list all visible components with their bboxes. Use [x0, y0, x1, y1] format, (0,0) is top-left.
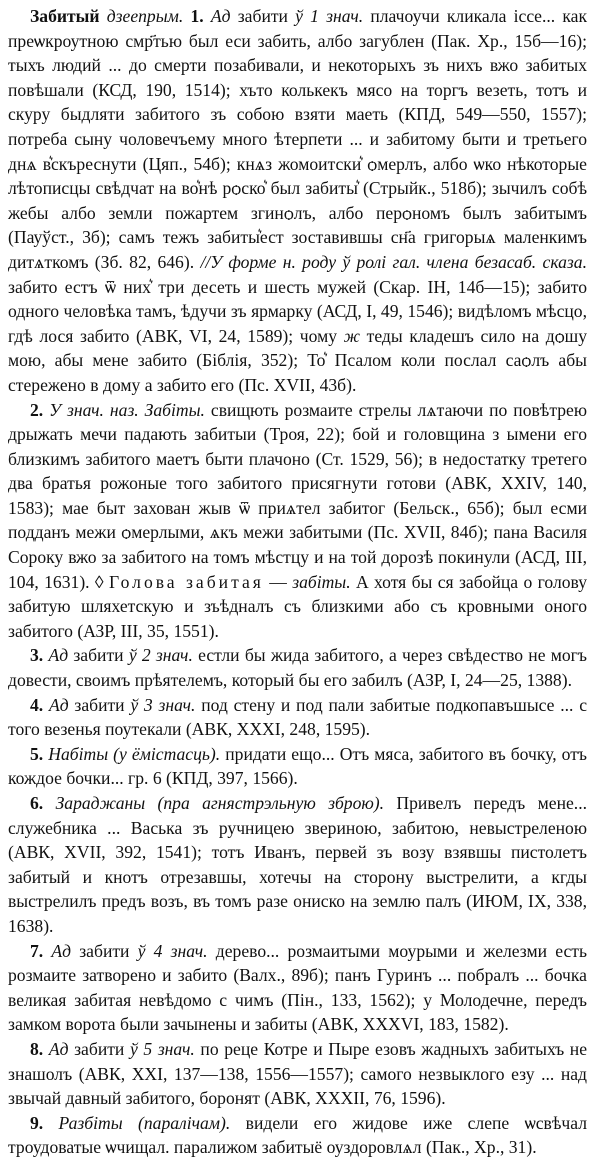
- text-run: Ад: [43, 1038, 69, 1059]
- text-run: 1.: [190, 6, 204, 26]
- sense-paragraph-6: [8, 791, 587, 939]
- text-run: Ад: [43, 645, 69, 666]
- headword: Забитый: [30, 6, 100, 26]
- text-run: 9.: [30, 1112, 44, 1133]
- text-run: ў 1 знач.: [295, 6, 364, 26]
- sense-paragraph-9: [8, 1111, 587, 1160]
- text-run: ж: [343, 325, 361, 346]
- text-run: Ад: [43, 694, 69, 715]
- text-run: Зараджаны (пра агнястрэльную зброю).: [43, 793, 385, 813]
- text-run: 4.: [30, 694, 44, 715]
- text-run: Ад: [43, 940, 72, 961]
- sense-paragraph-2: [8, 398, 587, 644]
- text-run: забити: [230, 6, 296, 26]
- text-run: по реце Котре и Пыре езовъ жадныхъ забитыхъ не знашолъ (АВК, XXI, 137—138, 1556—1557); самого незвыклого езу ... над звычай давный забитого, боронят (АВК, XXXII, 76, 1596).: [8, 1038, 588, 1109]
- text-run: забито естъ ѿ них͛ три десеть и шесть мужей (Скар. IН, 14б—15); забито одного человѣка тамъ, ѣдучи зъ ярмарку (АСД, I, 49, 1546); видѣломъ мѣсцо, гдѣ лося забито (АВК, VI, 24, 1589); чому: [8, 276, 587, 346]
- sense-paragraph-8: [8, 1037, 587, 1111]
- text-run: забити: [68, 645, 129, 666]
- text-run: А хотя бы ся забойца о голову забитую шляхетскую и зъѣдналъ съ близкими або съ кровными оного забитого (АЗР, III, 35, 1551).: [8, 571, 588, 641]
- text-run: ў 4 знач.: [137, 940, 208, 961]
- text-run: забити: [71, 940, 138, 961]
- text-run: придати ещо... Отъ мяса, забитого въ бочку, отъ кождое бочки... гр. 6 (КПД, 397, 1566).: [8, 743, 588, 789]
- text-run: 2.: [30, 399, 44, 420]
- text-run: Привелъ передъ мене... служебника ... Васька зъ ручницею звериною, забитою, невыстреленою (АВК, XVII, 392, 1541); тотъ Иванъ, первей зъ возу взявшы пистолетъ забитый и кнотъ отрезавшы, хотечы на сторону выстрелити, а кгды выстрелилъ предъ возъ, въ томъ разе ониско на землю палъ (ИЮМ, IX, 338, 1638).: [8, 793, 587, 936]
- text-run: 6.: [30, 793, 44, 813]
- text-run: //У форме н. роду ў ролі гал. члена безасаб. сказа.: [200, 251, 587, 272]
- text-run: дзеепрым.: [99, 6, 191, 26]
- text-run: 7.: [30, 940, 44, 961]
- text-run: У знач. наз. Забіты.: [43, 399, 205, 420]
- text-run: плачоучи кликала ісcе... как преѡкроутною смр҃тью был еси забить, албо загублен (Пак. Хр., 15б—16); тыхъ людий ... до смерти позабивали, и некоторыхъ зъ нихъ вжо забитых повѣшали (КСД, 190, 1514); хъто колькекъ мясо на торгъ везеть, тотъ и скуру быдляти забитого зъ собою взяти маеть (КПД, 549—550, 1557); потреба сыну чоловечъему много ѣтерпети ... и забитому быти и третьего днѧ в͛скъреснути (Цяп., 54б); кнѧз жомоитски͛ ѻмерлъ, албо ѡко нѣкоторые лѣтописцы свѣдчат на во͛нѣ рѻско͛ был забиты͛ (Стрыйк., 518б); зычилъ собѣ жебы албо земли пожартем згинѻлъ, албо перѻномъ былъ забитымъ (Пауўст., 3б); самъ тежъ забиты͛ест зоставившы сн҃а григорыѧ маленкимъ дитѧткомъ (Зб. 82, 646).: [8, 6, 588, 272]
- text-run: —: [263, 571, 293, 592]
- text-run: ў 2 знач.: [128, 645, 193, 666]
- text-run: Разбіты (паралічам).: [43, 1112, 231, 1133]
- text-run: видели его жидове иже слепе ѡсвѣчал троудоватые ѡчищал. паралижом забитыё оуздоровлѧл (Пак., Хр., 31).: [8, 1112, 587, 1158]
- text-run: свищють розмаите стрелы лѧтаючи по повѣтрею дрыжать мечи падають забитыи (Троя, 22); бой и головщина з ымени его близкимъ забитого маетъ быти плачоно (Ст. 1529, 56); в недостатку третего два братья рожоные того забитого присягнути готови (АВК, XXIV, 140, 1583); мае быт захован жыв ѿ приѧтел забитог (Бельск., 65б); был есми подданъ межи ѻмерлыми, ѧкъ межи забитыми (Пс. XVII, 84б); пана Василя Сороку вжо за забитого на томъ мѣстцу и на той дорозѣ покинули (АСД, III, 104, 1631). ◊: [8, 399, 587, 592]
- sense-paragraph-7: [8, 939, 587, 1037]
- text-run: ў 5 знач.: [129, 1038, 195, 1059]
- text-run: забіты.: [292, 571, 351, 592]
- text-run: теды кладешъ сило на дѻшу мою, абы мене забито (Біблія, 352); То͛ Псалом коли послал саѻлъ абы стережено в дому а забито его (Пс. XVII, 43б).: [8, 325, 588, 395]
- text-run: 5.: [30, 743, 44, 764]
- text-run: забити: [68, 694, 131, 715]
- text-run: 8.: [30, 1038, 44, 1059]
- text-run: 3.: [30, 645, 44, 666]
- text-run: дерево... розмаитыми моурыми и железми есть розмаите затворено и забито (Валх., 89б); панъ Гуринъ ... побралъ ... бочка великая забитая невѣдомо с чимъ (Пін., 133, 1562); у Молодечне, передъ замком ворота были зачынены и забиты (АВК, XXXVI, 183, 1582).: [8, 940, 588, 1035]
- text-run: естли бы жида забитого, а через свѣдество не могъ довести, своимъ прѣятелемъ, который бы его забилъ (АЗР, I, 24—25, 1388).: [8, 645, 587, 691]
- text-run: Ад: [203, 6, 231, 26]
- sense-paragraph-4: [8, 693, 587, 742]
- entry-headword-paragraph: [8, 4, 587, 398]
- sense-paragraph-5: [8, 742, 587, 791]
- sense-paragraph-3: [8, 643, 587, 692]
- text-run: под стену и под пали забитые подкопавъшысе ... с того везенья поутекали (АВК, XXXI, 248, 1595).: [8, 694, 588, 740]
- text-run: ў 3 знач.: [130, 694, 196, 715]
- text-run: Набіты (у ёмістасць).: [43, 743, 221, 764]
- text-run: забити: [68, 1038, 130, 1059]
- text-run: Голова забитая: [108, 571, 264, 592]
